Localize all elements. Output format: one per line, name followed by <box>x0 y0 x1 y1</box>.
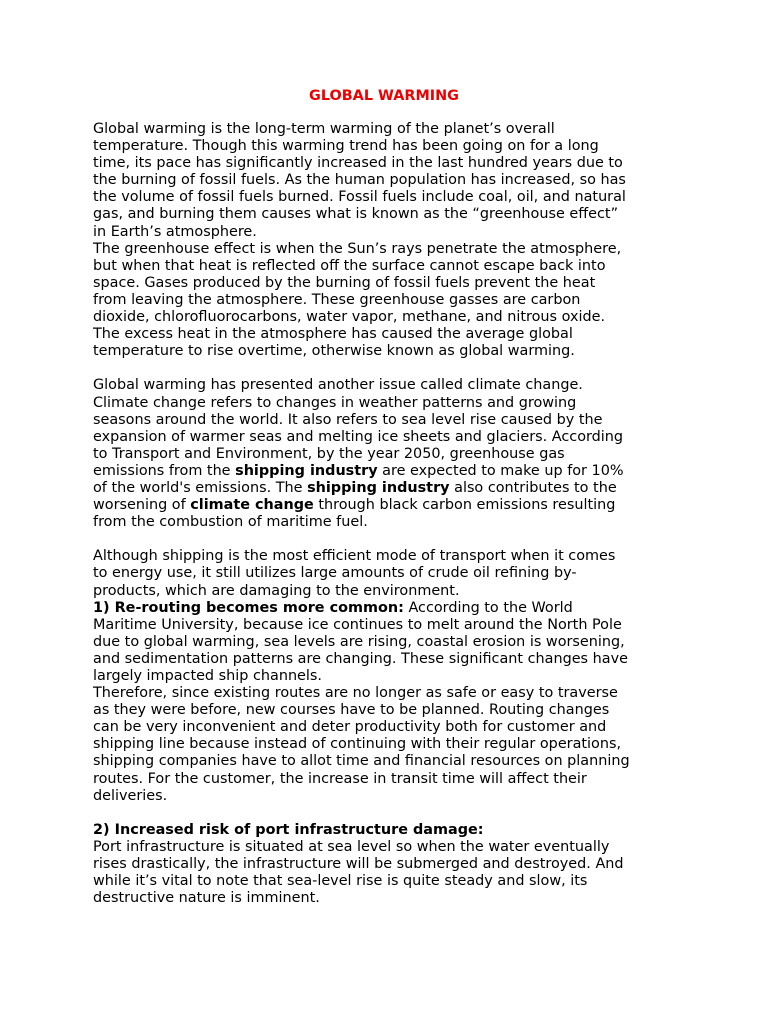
text-run: temperature. Though this warming trend has been going on for a long <box>93 138 599 155</box>
text-line <box>93 224 683 241</box>
text-run: The greenhouse effect is when the Sun’s rays penetrate the atmosphere, <box>93 240 622 257</box>
text-run: destructive nature is imminent. <box>93 890 320 907</box>
text-line <box>93 189 683 206</box>
text-run: According to the World <box>403 599 573 616</box>
bold-text-run: shipping industry <box>235 462 378 479</box>
text-line <box>93 822 683 839</box>
text-line <box>93 497 683 514</box>
text-run: Climate change refers to changes in weather patterns and growing <box>93 394 577 411</box>
text-line <box>93 839 683 856</box>
text-run: as they were before, new courses have to be planned. Routing changes <box>93 702 610 719</box>
text-run: Therefore, since existing routes are no longer as safe or easy to traverse <box>93 685 618 702</box>
text-line <box>93 753 683 770</box>
paragraph-gap <box>93 805 683 822</box>
text-run: Global warming has presented another issue called climate change. <box>93 377 583 394</box>
text-run: but when that heat is reflected off the surface cannot escape back into <box>93 257 606 274</box>
text-line <box>93 275 683 292</box>
text-run: the burning of fossil fuels. As the human population has increased, so has <box>93 172 626 189</box>
text-run: space. Gases produced by the burning of fossil fuels prevent the heat <box>93 274 596 291</box>
text-line <box>93 446 683 463</box>
text-line <box>93 206 683 223</box>
text-line <box>93 788 683 805</box>
text-line <box>93 565 683 582</box>
text-run: while it’s vital to note that sea-level rise is quite steady and slow, its <box>93 873 588 890</box>
text-line <box>93 463 683 480</box>
text-run: expansion of warmer seas and melting ice sheets and glaciers. According <box>93 428 624 445</box>
text-run: to energy use, it still utilizes large amounts of crude oil refining by- <box>93 565 577 582</box>
text-line <box>93 600 683 617</box>
text-run: Maritime University, because ice continues to melt around the North Pole <box>93 616 622 633</box>
text-line <box>93 890 683 907</box>
text-line <box>93 412 683 429</box>
text-line <box>93 583 683 600</box>
text-run: to Transport and Environment, by the year 2050, greenhouse gas <box>93 445 565 462</box>
text-run: Global warming is the long-term warming of the planet’s overall <box>93 121 555 137</box>
text-line <box>93 121 683 138</box>
bold-text-run: shipping industry <box>307 479 450 496</box>
text-run: also contributes to the <box>449 479 617 496</box>
text-line <box>93 873 683 890</box>
text-line <box>93 343 683 360</box>
text-run: deliveries. <box>93 787 168 804</box>
text-line <box>93 771 683 788</box>
text-line <box>93 856 683 873</box>
text-line <box>93 548 683 565</box>
text-run: shipping line because instead of continuing with their regular operations, <box>93 736 622 753</box>
text-run: time, its pace has significantly increased in the last hundred years due to <box>93 155 623 172</box>
text-run: worsening of <box>93 497 191 514</box>
text-line <box>93 309 683 326</box>
text-run: gas, and burning them causes what is known as the “greenhouse effect” <box>93 206 619 223</box>
text-line <box>93 736 683 753</box>
text-run: routes. For the customer, the increase in transit time will affect their <box>93 770 587 787</box>
text-line <box>93 258 683 275</box>
text-line <box>93 480 683 497</box>
text-line <box>93 719 683 736</box>
text-run: and sedimentation patterns are changing. These significant changes have <box>93 650 628 667</box>
text-run: Port infrastructure is situated at sea level so when the water eventually <box>93 838 610 855</box>
text-run: emissions from the <box>93 462 236 479</box>
text-line <box>93 155 683 172</box>
text-line <box>93 429 683 446</box>
text-line <box>93 685 683 702</box>
text-run: shipping companies have to allot time and financial resources on planning <box>93 753 630 770</box>
text-run: seasons around the world. It also refers to sea level rise caused by the <box>93 411 603 428</box>
text-run: in Earth’s atmosphere. <box>93 223 257 240</box>
text-line <box>93 377 683 394</box>
text-line <box>93 292 683 309</box>
text-run: from the combustion of maritime fuel. <box>93 514 368 531</box>
text-run: from leaving the atmosphere. These greenhouse gasses are carbon <box>93 291 581 308</box>
bold-text-run: 1) Re-routing becomes more common: <box>93 599 404 616</box>
paragraph-gap <box>93 531 683 548</box>
text-line <box>93 241 683 258</box>
text-line <box>93 326 683 343</box>
text-line <box>93 702 683 719</box>
document-title: GLOBAL WARMING <box>309 88 459 104</box>
text-line <box>93 395 683 412</box>
document-body <box>93 121 683 907</box>
text-line <box>93 651 683 668</box>
text-run: rises drastically, the infrastructure will be submerged and destroyed. And <box>93 856 624 873</box>
text-line <box>93 668 683 685</box>
paragraph-gap <box>93 360 683 377</box>
text-line <box>93 172 683 189</box>
text-run: can be very inconvenient and deter productivity both for customer and <box>93 719 607 736</box>
text-run: due to global warming, sea levels are rising, coastal erosion is worsening, <box>93 633 625 650</box>
text-run: The excess heat in the atmosphere has caused the average global <box>93 326 573 343</box>
text-line <box>93 617 683 634</box>
text-run: the volume of fossil fuels burned. Fossil fuels include coal, oil, and natural <box>93 189 626 206</box>
text-run: dioxide, chlorofluorocarbons, water vapor, methane, and nitrous oxide. <box>93 309 606 326</box>
text-run: temperature to rise overtime, otherwise known as global warming. <box>93 343 575 360</box>
text-line <box>93 138 683 155</box>
text-line <box>93 514 683 531</box>
text-run: are expected to make up for 10% <box>377 462 624 479</box>
text-run: through black carbon emissions resulting <box>313 497 616 514</box>
text-run: of the world's emissions. The <box>93 479 308 496</box>
bold-text-run: climate change <box>190 497 314 514</box>
text-run: largely impacted ship channels. <box>93 668 322 684</box>
text-run: Although shipping is the most efficient mode of transport when it comes <box>93 548 616 565</box>
bold-text-run: 2) Increased risk of port infrastructure damage: <box>93 821 484 838</box>
text-line <box>93 634 683 651</box>
text-run: products, which are damaging to the environment. <box>93 582 460 599</box>
